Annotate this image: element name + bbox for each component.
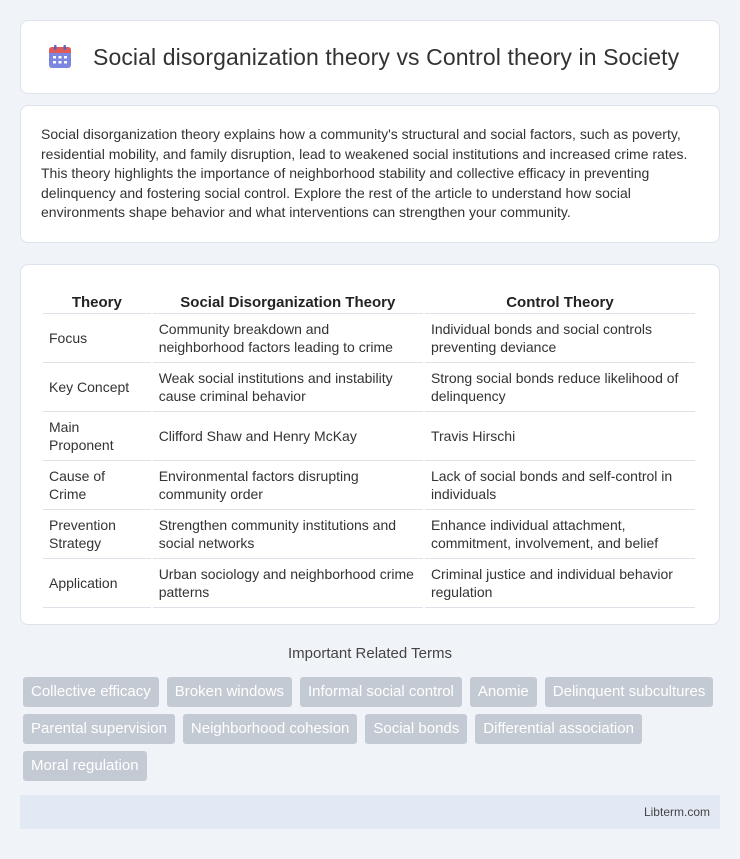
- row-label: Application: [43, 559, 151, 608]
- related-term-tag[interactable]: Social bonds: [365, 714, 467, 744]
- footer-brand-link[interactable]: Libterm.com: [643, 805, 710, 819]
- table-cell: Strengthen community institutions and social networks: [153, 510, 423, 559]
- related-terms-list: [23, 677, 723, 781]
- table-row: [43, 559, 695, 608]
- row-label: Focus: [43, 314, 151, 363]
- row-label: Main Proponent: [43, 412, 151, 461]
- table-cell: Enhance individual attachment, commitment, involvement, and belief: [425, 510, 695, 559]
- table-cell: Clifford Shaw and Henry McKay: [153, 412, 423, 461]
- table-cell: Environmental factors disrupting community order: [153, 461, 423, 510]
- related-terms-heading: Important Related Terms: [288, 645, 452, 662]
- intro-paragraph: Social disorganization theory explains how a community's structural and social factors, such as poverty, residential mobility, and family disruption, lead to weakened social institutions and increased crime rates. This theory highlights the importance of neighborhood stability and collective efficacy in preventing delinquency and fostering social control. Explore the rest of the article to understand how social environments shape behavior and what interventions can strengthen your community.: [41, 126, 688, 221]
- related-term-tag[interactable]: Informal social control: [300, 677, 462, 707]
- calendar-icon: [47, 44, 73, 70]
- related-term-tag[interactable]: Anomie: [470, 677, 537, 707]
- intro-card: [20, 105, 720, 243]
- row-label: Key Concept: [43, 363, 151, 412]
- related-term-tag[interactable]: Collective efficacy: [23, 677, 159, 707]
- related-term-tag[interactable]: Neighborhood cohesion: [183, 714, 357, 744]
- table-row: [43, 461, 695, 510]
- column-header: Social Disorganization Theory: [153, 284, 423, 314]
- related-term-tag[interactable]: Broken windows: [167, 677, 292, 707]
- table-cell: Travis Hirschi: [425, 412, 695, 461]
- row-label: Cause of Crime: [43, 461, 151, 510]
- title-card: [20, 20, 720, 94]
- related-term-tag[interactable]: Moral regulation: [23, 751, 147, 781]
- related-term-tag[interactable]: Delinquent subcultures: [545, 677, 714, 707]
- table-cell: Individual bonds and social controls preventing deviance: [425, 314, 695, 363]
- table-header-row: [43, 284, 695, 314]
- related-term-tag[interactable]: Parental supervision: [23, 714, 175, 744]
- table-cell: Criminal justice and individual behavior regulation: [425, 559, 695, 608]
- table-cell: Lack of social bonds and self-control in individuals: [425, 461, 695, 510]
- column-header: Theory: [43, 284, 151, 314]
- table-cell: Strong social bonds reduce likelihood of delinquency: [425, 363, 695, 412]
- row-label: Prevention Strategy: [43, 510, 151, 559]
- table-cell: Urban sociology and neighborhood crime patterns: [153, 559, 423, 608]
- table-row: [43, 412, 695, 461]
- table-row: [43, 314, 695, 363]
- comparison-table: [41, 284, 697, 608]
- page-title: Social disorganization theory vs Control theory in Society: [93, 43, 680, 70]
- comparison-table-card: [20, 264, 720, 625]
- table-row: [43, 363, 695, 412]
- table-cell: Community breakdown and neighborhood factors leading to crime: [153, 314, 423, 363]
- footer: [20, 795, 720, 829]
- table-row: [43, 510, 695, 559]
- column-header: Control Theory: [425, 284, 695, 314]
- related-term-tag[interactable]: Differential association: [475, 714, 642, 744]
- table-cell: Weak social institutions and instability cause criminal behavior: [153, 363, 423, 412]
